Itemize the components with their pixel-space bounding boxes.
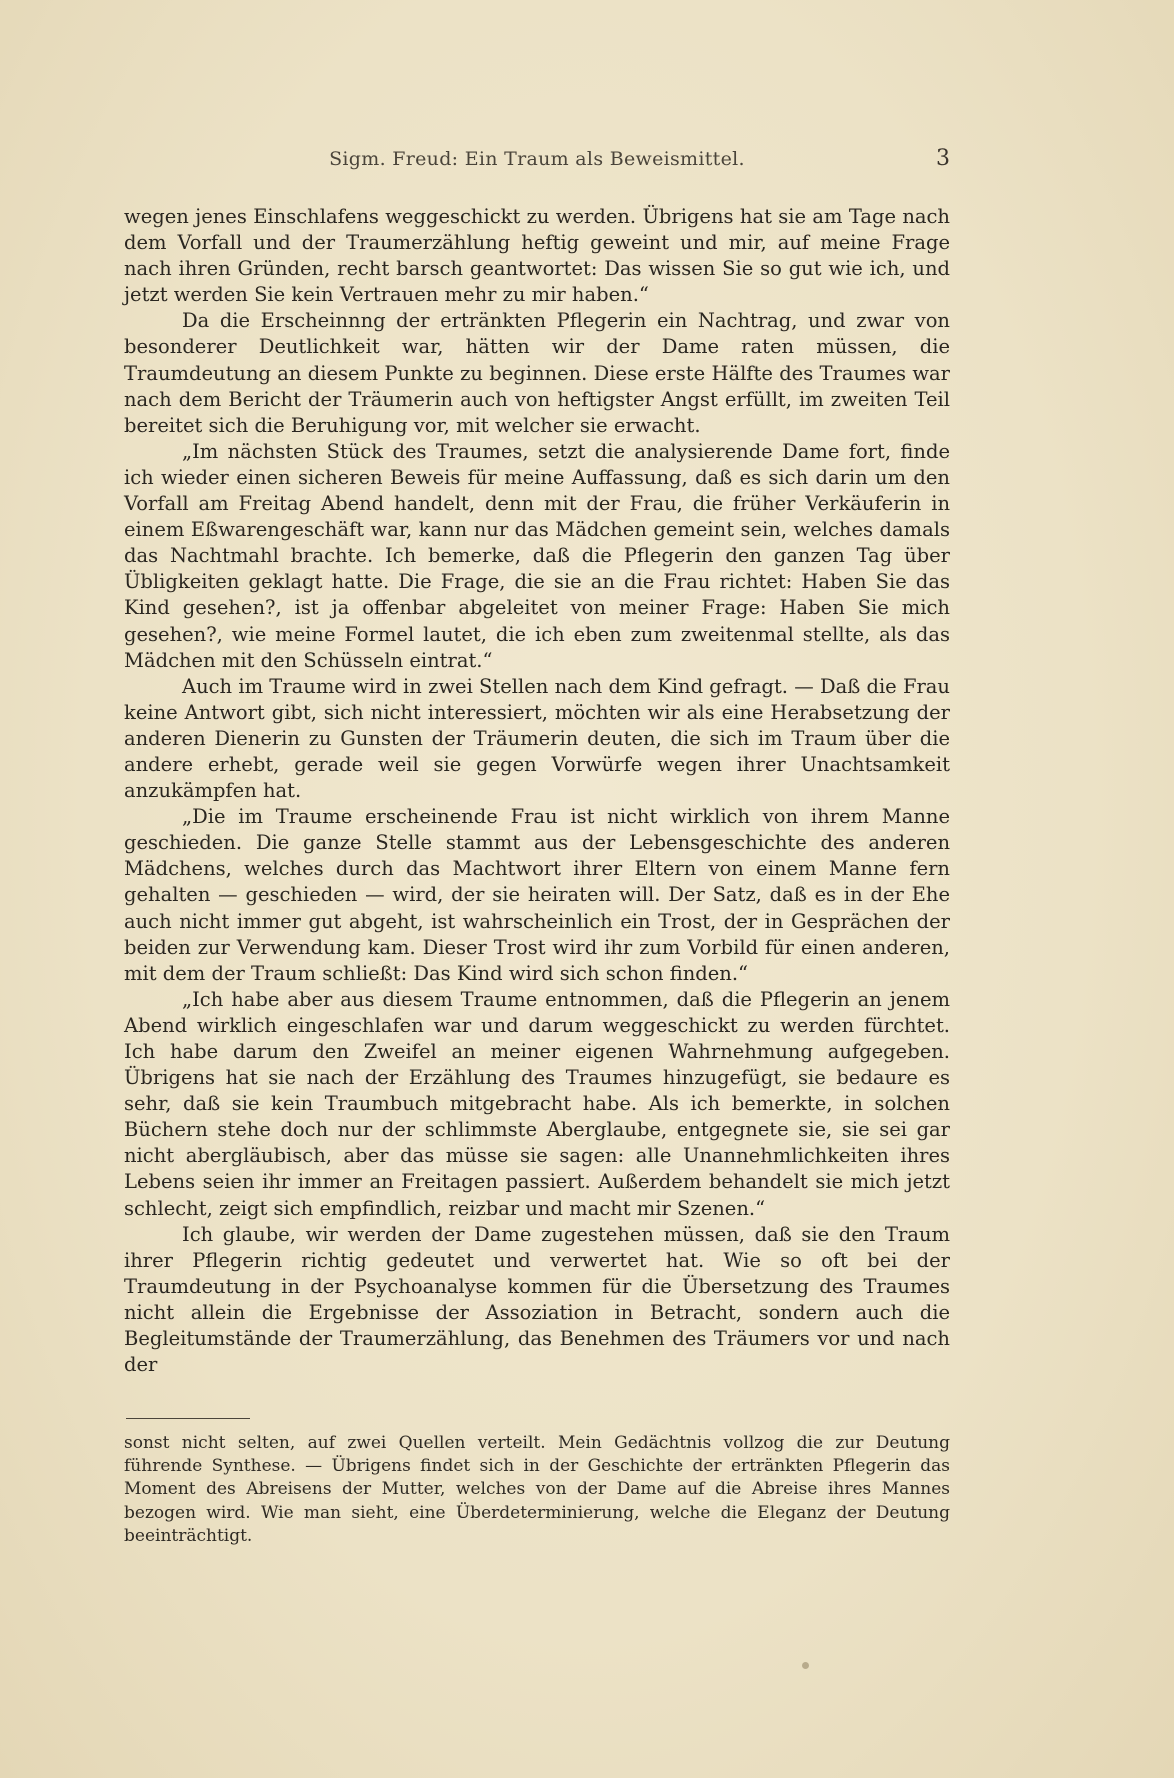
paragraph: „Ich habe aber aus diesem Traume entnommen, daß die Pflegerin an jenem Abend wirklich eingeschlafen war und darum weggeschickt zu werden fürchtet. Ich habe darum den Zweifel an meiner eigenen Wahrnehmung aufgegeben. Übrigens hat sie nach der Erzählung des Traumes hinzugefügt, sie bedaure es sehr, daß sie kein Traumbuch mitgebracht habe. Als ich bemerkte, in solchen Büchern stehe doch nur der schlimmste Aberglaube, entgegnete sie, sie sei gar nicht abergläubisch, aber das müsse sie sagen: alle Unannehmlichkeiten ihres Lebens seien ihr immer an Freitagen passiert. Außerdem behandelt sie mich jetzt schlecht, zeigt sich empfindlich, reizbar und macht mir Szenen.“ bbox=[124, 987, 950, 1220]
page-header bbox=[124, 148, 950, 178]
paper-speck bbox=[802, 1662, 809, 1669]
paragraph: Da die Erscheinnng der ertränkten Pflegerin ein Nachtrag, und zwar von besonderer Deutlichkeit war, hätten wir der Dame raten müssen, die Traumdeutung an diesem Punkte zu beginnen. Diese erste Hälfte des Traumes war nach dem Bericht der Träumerin auch von heftigster Angst erfüllt, im zweiten Teil bereitet sich die Beruhigung vor, mit welcher sie erwacht. bbox=[124, 309, 950, 437]
footnote-rule bbox=[126, 1418, 250, 1419]
running-title: Sigm. Freud: Ein Traum als Beweismittel. bbox=[329, 148, 745, 170]
footnote-text: sonst nicht selten, auf zwei Quellen verteilt. Mein Gedächtnis vollzog die zur Deutung führende Synthese. — Übrigens findet sich in der Geschichte der ertränkten Pflegerin das Moment des Abreisens der Mutter, welches von der Dame auf die Abreise ihres Mannes bezogen wird. Wie man sieht, eine Überdeterminierung, welche die Eleganz der Deutung beeinträchtigt. bbox=[124, 1433, 950, 1546]
paragraph: „Die im Traume erscheinende Frau ist nicht wirklich von ihrem Manne geschieden. Die ganze Stelle stammt aus der Lebensgeschichte des anderen Mädchens, welches durch das Machtwort ihrer Eltern von einem Manne fern gehalten — geschieden — wird, der sie heiraten will. Der Satz, daß es in der Ehe auch nicht immer gut abgeht, ist wahrscheinlich ein Trost, der in Gesprächen der beiden zur Verwendung kam. Dieser Trost wird ihr zum Vorbild für einen anderen, mit dem der Traum schließt: Das Kind wird sich schon finden.“ bbox=[124, 805, 950, 985]
body-text bbox=[124, 204, 950, 1378]
page-number: 3 bbox=[936, 146, 950, 171]
paragraph: Auch im Traume wird in zwei Stellen nach dem Kind gefragt. — Daß die Frau keine Antwort gibt, sich nicht interessiert, möchten wir als eine Herabsetzung der anderen Dienerin zu Gunsten der Träumerin deuten, die sich im Traum über die andere erhebt, gerade weil sie gegen Vorwürfe wegen ihrer Unachtsamkeit anzukämpfen hat. bbox=[124, 674, 950, 803]
paragraph: Ich glaube, wir werden der Dame zugestehen müssen, daß sie den Traum ihrer Pflegerin richtig gedeutet und verwertet hat. Wie so oft bei der Traumdeutung in der Psychoanalyse kommen für die Übersetzung des Traumes nicht allein die Ergebnisse der Assoziation in Betracht, sondern auch die Begleitumstände der Traumerzählung, das Benehmen des Träumers vor und nach der bbox=[124, 1222, 950, 1377]
paragraph: wegen jenes Einschlafens weggeschickt zu werden. Übrigens hat sie am Tage nach dem Vorfall und der Traumerzählung heftig geweint und mir, auf meine Frage nach ihren Gründen, recht barsch geantwortet: Das wissen Sie so gut wie ich, und jetzt werden Sie kein Vertrauen mehr zu mir haben.“ bbox=[124, 205, 950, 307]
paragraph: „Im nächsten Stück des Traumes, setzt die analysierende Dame fort, finde ich wieder einen sicheren Beweis für meine Auffassung, daß es sich darin um den Vorfall am Freitag Abend handelt, denn mit der Frau, die früher Verkäuferin in einem Eßwarengeschäft war, kann nur das Mädchen gemeint sein, welches damals das Nachtmahl brachte. Ich bemerke, daß die Pflegerin den ganzen Tag über Übligkeiten geklagt hatte. Die Frage, die sie an die Frau richtet: Haben Sie das Kind gesehen?, ist ja offenbar abgeleitet von meiner Frage: Haben Sie mich gesehen?, wie meine Formel lautet, die ich eben zum zweitenmal stellte, als das Mädchen mit den Schüsseln eintrat.“ bbox=[124, 439, 950, 672]
footnote bbox=[124, 1432, 950, 1548]
